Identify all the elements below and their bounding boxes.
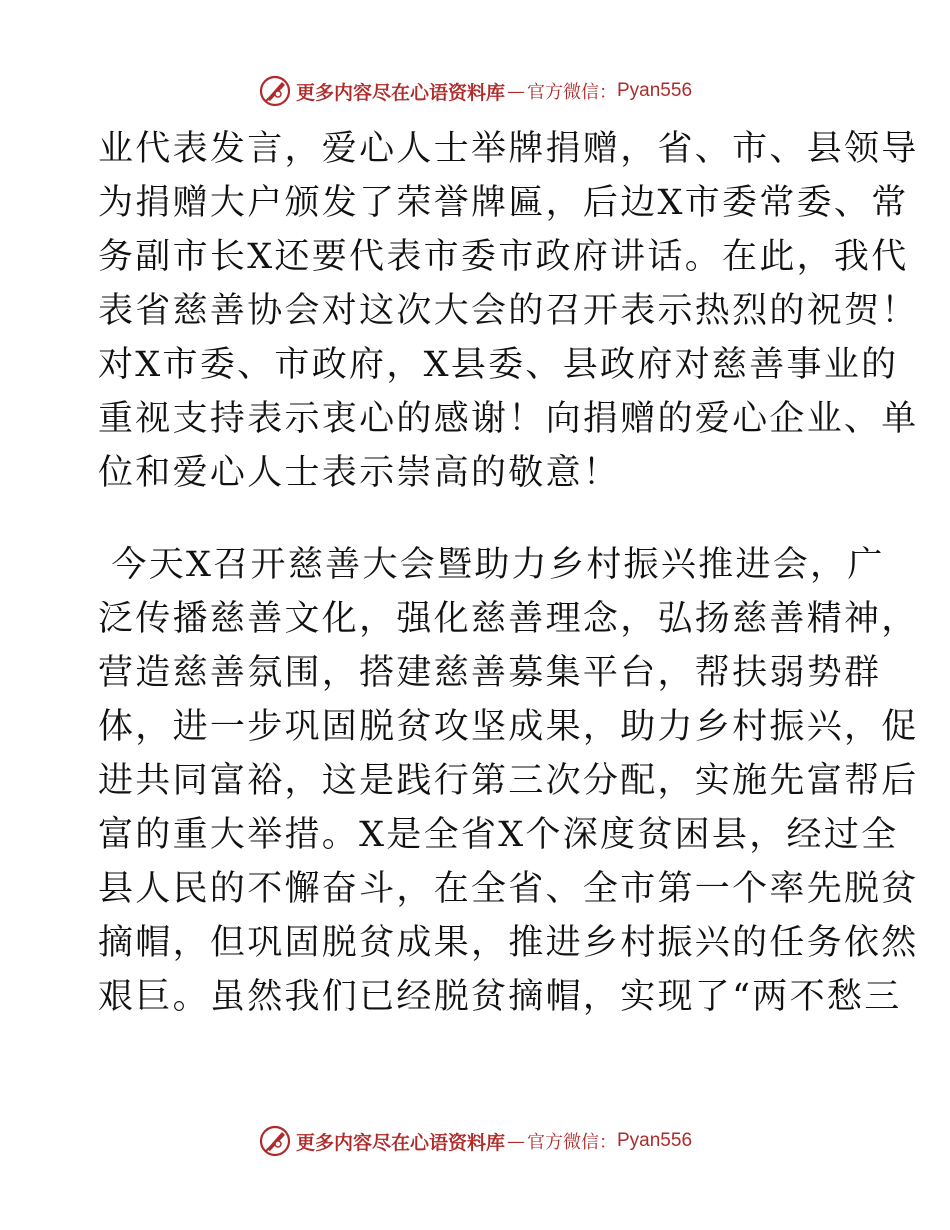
footer-wechat-id: Pyan556 — [617, 1130, 693, 1151]
footer-dash: — — [507, 1130, 525, 1152]
text-line: 体，进一步巩固脱贫攻坚成果，助力乡村振兴，促 — [98, 707, 919, 747]
footer-banner — [0, 1121, 950, 1161]
text-line: 泛传播慈善文化，强化慈善理念，弘扬慈善精神， — [98, 599, 919, 639]
text-line: 为捐赠大户颁发了荣誉牌匾，后边X市委常委、常 — [98, 183, 909, 223]
text-line: 表省慈善协会对这次大会的召开表示热烈的祝贺！ — [98, 291, 919, 331]
text-line: 业代表发言，爱心人士举牌捐赠，省、市、县领导 — [98, 129, 919, 169]
footer-wechat-label: 官方微信： — [527, 1132, 617, 1153]
quill-logo-icon — [258, 74, 292, 108]
text-line: 进共同富裕，这是践行第三次分配，实施先富帮后 — [98, 761, 919, 801]
header-wechat-id: Pyan556 — [617, 80, 693, 101]
text-line: 富的重大举措。X是全省X个深度贫困县，经过全 — [98, 815, 899, 855]
text-line: 摘帽，但巩固脱贫成果，推进乡村振兴的任务依然 — [98, 923, 919, 963]
document-body — [98, 122, 919, 1024]
paragraph-1 — [98, 122, 919, 500]
paragraph-2 — [98, 538, 919, 1024]
footer-brand-text: 更多内容尽在心语资料库 — [295, 1131, 505, 1154]
header-banner — [0, 71, 950, 111]
text-line: 今天X召开慈善大会暨助力乡村振兴推进会，广 — [98, 545, 885, 585]
header-dash: — — [507, 80, 525, 102]
text-line: 营造慈善氛围，搭建慈善募集平台，帮扶弱势群 — [98, 653, 882, 693]
header-brand-text: 更多内容尽在心语资料库 — [295, 81, 505, 104]
text-line: 县人民的不懈奋斗，在全省、全市第一个率先脱贫 — [98, 869, 919, 909]
text-line: 位和爱心人士表示崇高的敬意！ — [98, 453, 621, 493]
header-wechat-label: 官方微信： — [527, 82, 617, 103]
text-line: 对X市委、市政府，X县委、县政府对慈善事业的 — [98, 345, 899, 385]
text-line: 重视支持表示衷心的感谢！向捐赠的爱心企业、单 — [98, 399, 919, 439]
quill-logo-icon — [258, 1124, 292, 1158]
text-line: 务副市长X还要代表市委市政府讲话。在此，我代 — [98, 237, 909, 277]
text-line: 艰巨。虽然我们已经脱贫摘帽，实现了“两不愁三 — [98, 977, 902, 1017]
